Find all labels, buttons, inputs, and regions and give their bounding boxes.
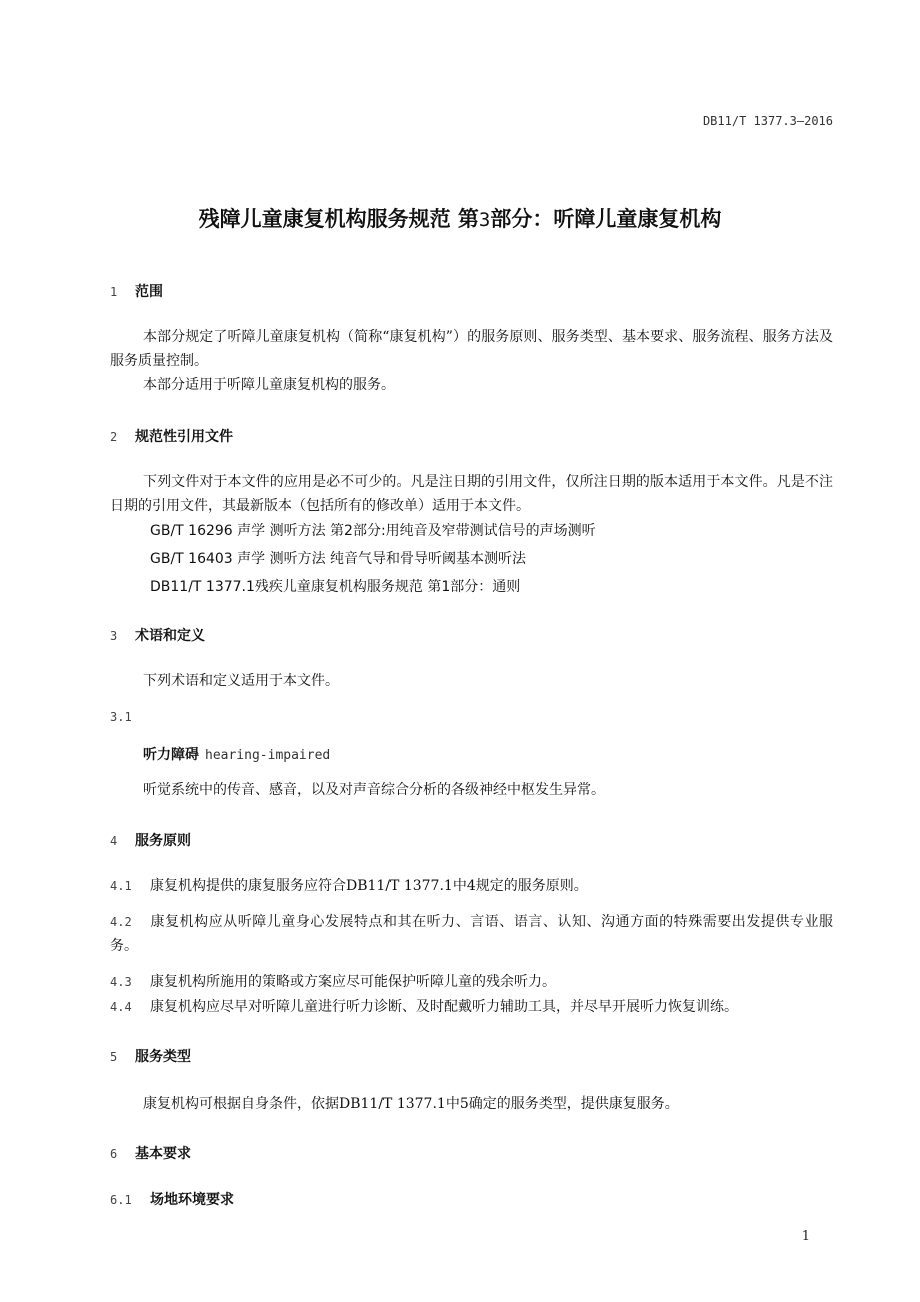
section-number: 3 (110, 629, 118, 643)
clause-4-2 (110, 910, 833, 958)
section-title: 范围 (135, 284, 163, 300)
title-part-number: 3 (478, 209, 491, 231)
section-1-paragraph-1: 本部分规定了听障儿童康复机构（简称“康复机构”）的服务原则、服务类型、基本要求、服务流程、服务方法及服务质量控制。 (110, 329, 833, 369)
section-number: 5 (110, 1050, 118, 1064)
clause-text: 康复机构应尽早对听障儿童进行听力诊断、及时配戴听力辅助工具，并尽早开展听力恢复训练。 (150, 999, 738, 1015)
clause-number: 4.4 (110, 1000, 132, 1014)
subsection-6-1-heading (110, 1189, 234, 1209)
section-number: 6 (110, 1147, 118, 1161)
clause-number: 4.2 (110, 915, 132, 929)
section-6-heading (110, 1143, 191, 1163)
section-4-heading (110, 830, 191, 850)
term-entry (143, 744, 330, 764)
section-number: 1 (110, 285, 118, 299)
term-chinese: 听力障碍 (143, 747, 199, 763)
clause-text: 康复机构应从听障儿童身心发展特点和其在听力、言语、语言、认知、沟通方面的特殊需要出发提供专业服务。 (110, 914, 833, 954)
section-title: 术语和定义 (135, 628, 205, 644)
term-english: hearing-impaired (205, 748, 331, 763)
section-title: 服务原则 (135, 833, 191, 849)
document-title (0, 203, 920, 233)
reference-item: DB11/T 1377.1残疾儿童康复机构服务规范 第1部分：通则 (150, 579, 521, 595)
page-number: 1 (801, 1229, 810, 1244)
term-definition: 听觉系统中的传音、感音，以及对声音综合分析的各级神经中枢发生异常。 (143, 782, 605, 798)
subsection-number: 6.1 (110, 1193, 132, 1207)
section-number: 2 (110, 430, 118, 444)
section-3-heading (110, 625, 205, 645)
clause-4-4 (110, 995, 833, 1019)
title-part-2: 部分：听障儿童康复机构 (490, 207, 722, 231)
clause-4-1 (110, 874, 833, 898)
reference-item: GB/T 16403 声学 测听方法 纯音气导和骨导听阈基本测听法 (150, 551, 527, 567)
section-3-paragraph-1: 下列术语和定义适用于本文件。 (143, 673, 339, 689)
subsection-title: 场地环境要求 (150, 1192, 234, 1208)
section-title: 服务类型 (135, 1049, 191, 1065)
section-1-paragraph-2: 本部分适用于听障儿童康复机构的服务。 (143, 377, 395, 393)
reference-item: GB/T 16296 声学 测听方法 第2部分:用纯音及窄带测试信号的声场测听 (150, 523, 596, 539)
standard-code: DB11/T 1377.3—2016 (702, 114, 833, 128)
section-2-paragraph-1: 下列文件对于本文件的应用是必不可少的。凡是注日期的引用文件，仅所注日期的版本适用于本文件。凡是不注日期的引用文件，其最新版本（包括所有的修改单）适用于本文件。 (110, 474, 833, 514)
clause-text: 康复机构提供的康复服务应符合DB11/T 1377.1中4规定的服务原则。 (150, 878, 588, 894)
section-2-heading (110, 426, 233, 446)
clause-number: 4.1 (110, 879, 132, 893)
term-number: 3.1 (110, 710, 132, 724)
clause-number: 4.3 (110, 975, 132, 989)
section-title: 规范性引用文件 (135, 429, 233, 445)
title-part-1: 残障儿童康复机构服务规范 第 (198, 207, 479, 231)
section-1-heading (110, 281, 163, 301)
clause-4-3 (110, 970, 833, 994)
section-number: 4 (110, 834, 118, 848)
section-5-heading (110, 1046, 191, 1066)
section-5-paragraph-1: 康复机构可根据自身条件，依据DB11/T 1377.1中5确定的服务类型，提供康复服务。 (143, 1096, 679, 1112)
section-title: 基本要求 (135, 1146, 191, 1162)
clause-text: 康复机构所施用的策略或方案应尽可能保护听障儿童的残余听力。 (150, 974, 556, 990)
